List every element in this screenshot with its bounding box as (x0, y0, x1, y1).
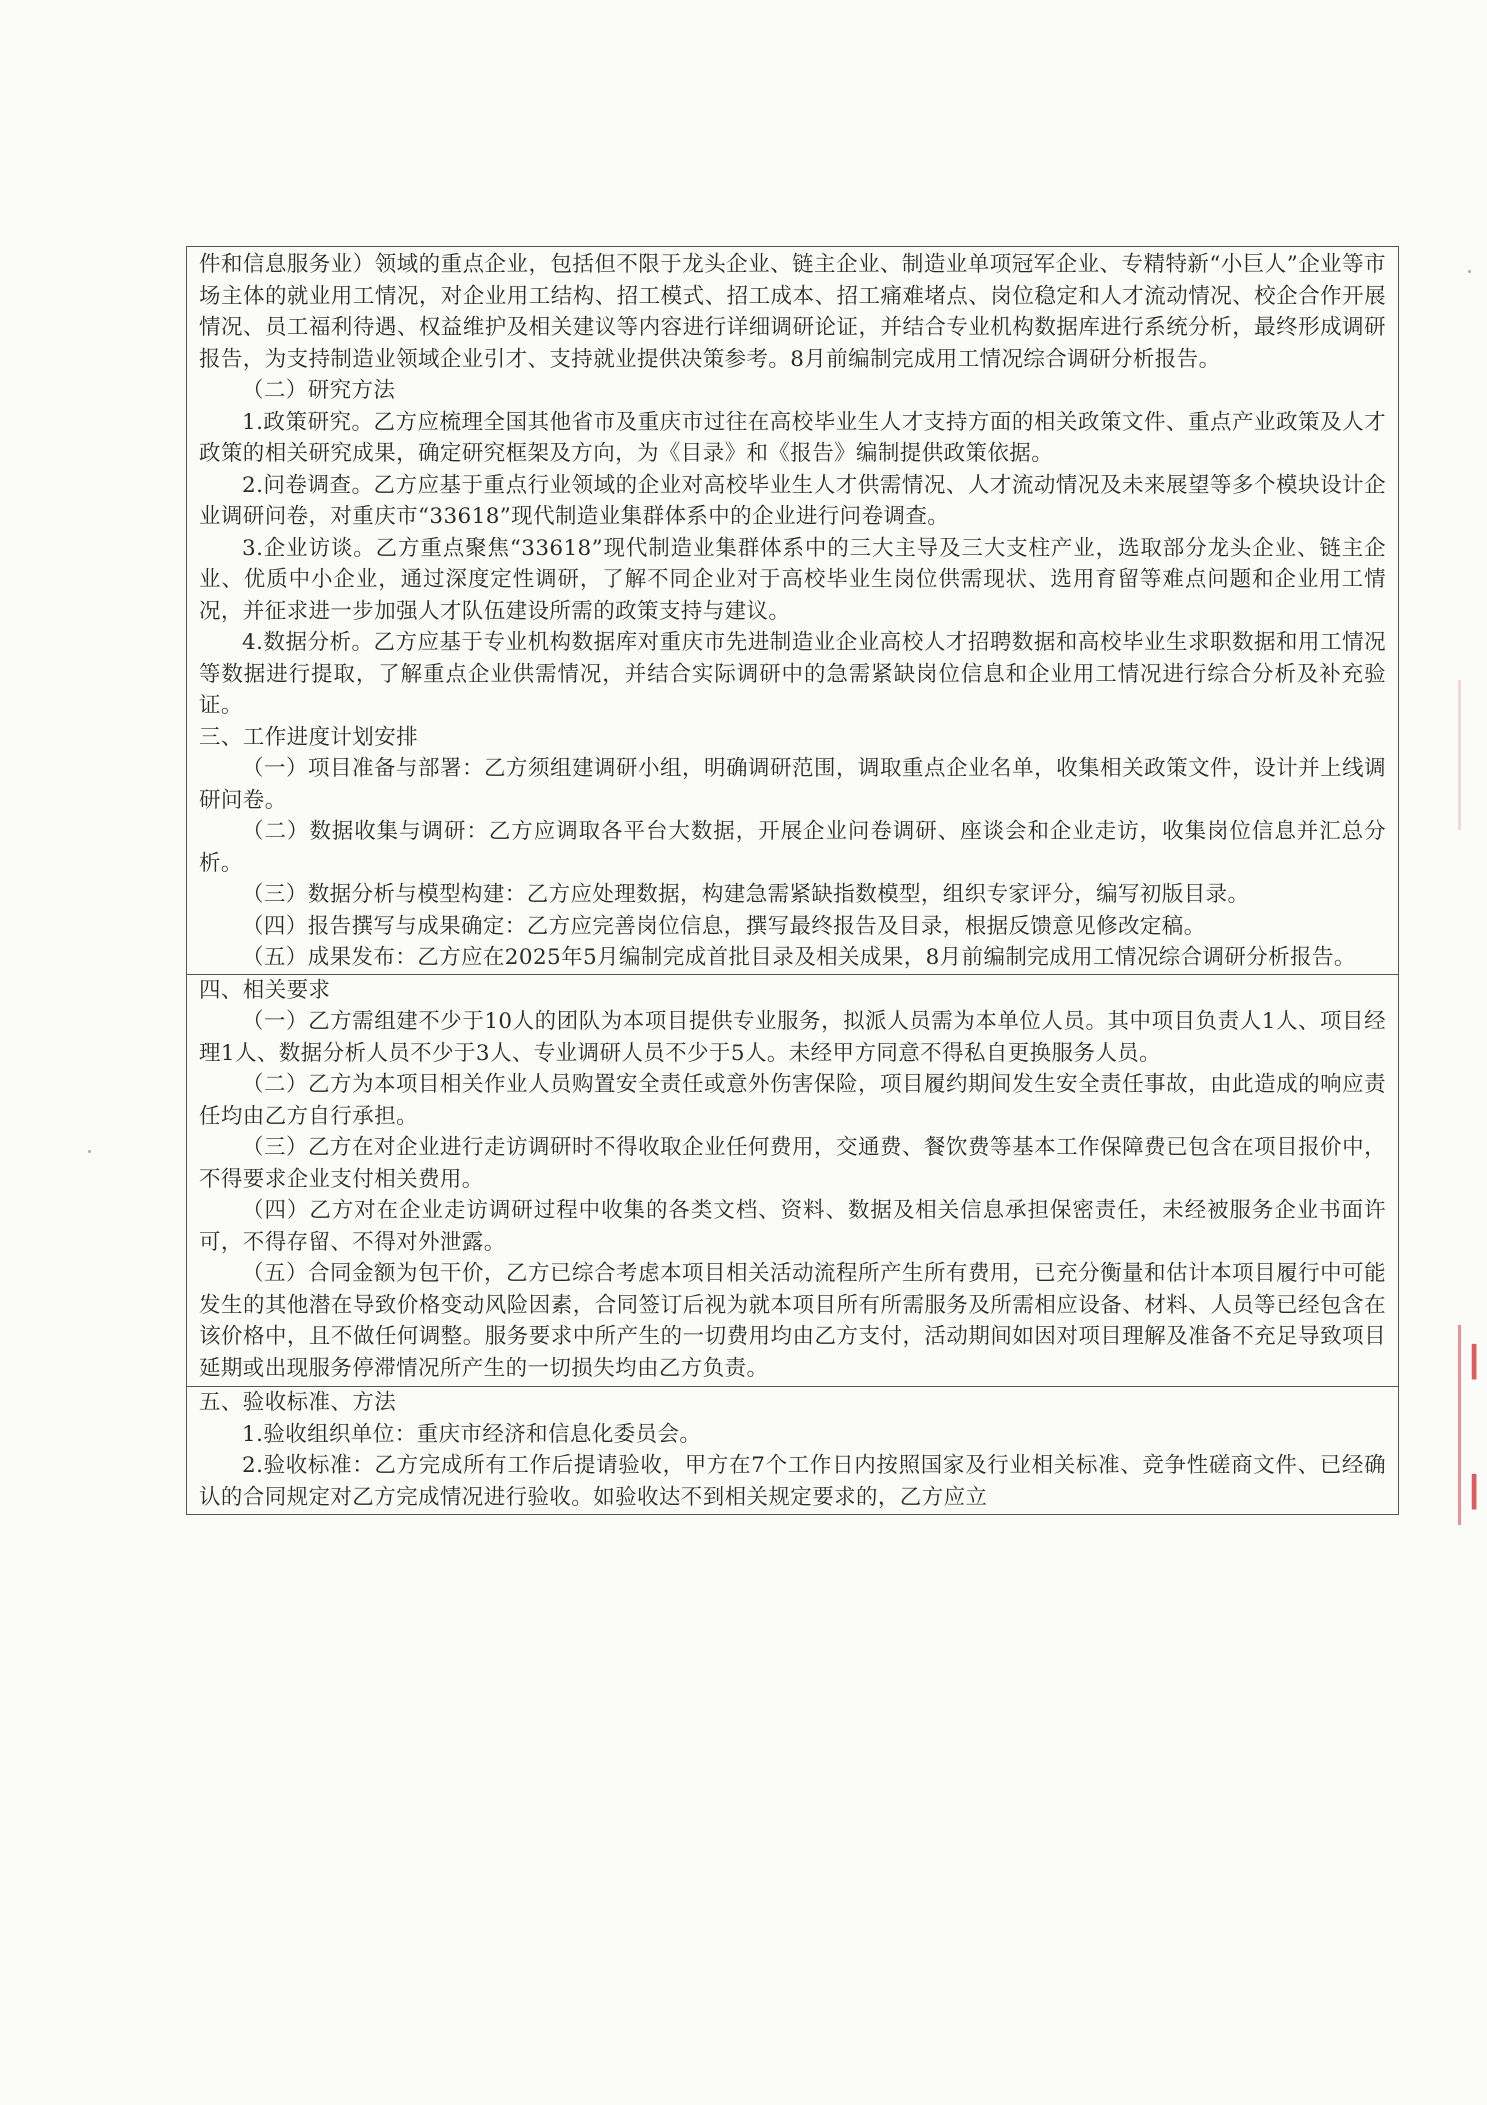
paragraph: （五）合同金额为包干价，乙方已综合考虑本项目相关活动流程所产生所有费用，已充分衡量和估计本项目履行中可能发生的其他潜在导致价格变动风险因素，合同签订后视为就本项目所有所需服务及所需相应设备、材料、人员等已经包含在该价格中，且不做任何调整。服务要求中所产生的一切费用均由乙方支付，活动期间如因对项目理解及准备不充足导致项目延期或出现服务停滞情况所产生的一切损失均由乙方负责。 (199, 1261, 1386, 1381)
paragraph: 2.问卷调查。乙方应基于重点行业领域的企业对高校毕业生人才供需情况、人才流动情况及未来展望等多个模块设计企业调研问卷，对重庆市“33618”现代制造业集群体系中的企业进行问卷调查。 (199, 472, 1386, 529)
contract-table (186, 246, 1399, 1515)
seal-fragment: ┃ (1464, 1475, 1483, 1510)
paragraph: （二）数据收集与调研：乙方应调取各平台大数据，开展企业问卷调研、座谈会和企业走访，收集岗位信息并汇总分析。 (199, 819, 1386, 876)
scan-speck (88, 1150, 91, 1153)
section-heading: 四、相关要求 (199, 977, 331, 1003)
scan-speck (1468, 270, 1471, 273)
paragraph: （三）数据分析与模型构建：乙方应处理数据，构建急需紧缺指数模型，组织专家评分，编写初版目录。 (242, 882, 1250, 907)
table-cell-section-3 (187, 1386, 1398, 1514)
paragraph: （一）乙方需组建不少于10人的团队为本项目提供专业服务，拟派人员需为本单位人员。其中项目负责人1人、项目经理1人、数据分析人员不少于3人、专业调研人员不少于5人。未经甲方同意不得私自更换服务人员。 (199, 1009, 1386, 1066)
seal-edge-mark (1458, 680, 1487, 830)
section-heading: 五、验收标准、方法 (199, 1390, 397, 1415)
paragraph: （二）研究方法 (242, 378, 396, 403)
paragraph: 1.政策研究。乙方应梳理全国其他省市及重庆市过往在高校毕业生人才支持方面的相关政策文件、重点产业政策及人才政策的相关研究成果，确定研究框架及方向，为《目录》和《报告》编制提供政策依据。 (199, 409, 1386, 466)
paragraph: （一）项目准备与部署：乙方须组建调研小组，明确调研范围，调取重点企业名单，收集相关政策文件，设计并上线调研问卷。 (199, 756, 1386, 813)
paragraph: （四）乙方对在企业走访调研过程中收集的各类文档、资料、数据及相关信息承担保密责任，未经被服务企业书面许可，不得存留、不得对外泄露。 (199, 1198, 1386, 1255)
paragraph: （二）乙方为本项目相关作业人员购置安全责任或意外伤害保险，项目履约期间发生安全责任事故，由此造成的响应责任均由乙方自行承担。 (199, 1072, 1386, 1129)
paragraph: （四）报告撰写与成果确定：乙方应完善岗位信息，撰写最终报告及目录，根据反馈意见修改定稿。 (242, 913, 1206, 939)
seal-fragment: ┃ (1464, 1345, 1483, 1380)
paragraph: （五）成果发布：乙方应在2025年5月编制完成首批目录及相关成果，8月前编制完成用工情况综合调研分析报告。 (242, 945, 1356, 970)
paragraph: 4.数据分析。乙方应基于专业机构数据库对重庆市先进制造业企业高校人才招聘数据和高校毕业生求职数据和用工情况等数据进行提取，了解重点企业供需情况，并结合实际调研中的急需紧缺岗位信息和企业用工情况进行综合分析及补充验证。 (199, 630, 1386, 718)
paragraph: 1.验收组织单位：重庆市经济和信息化委员会。 (242, 1421, 702, 1447)
paragraph: 3.企业访谈。乙方重点聚焦“33618”现代制造业集群体系中的三大主导及三大支柱产业，选取部分龙头企业、链主企业、优质中小企业，通过深度定性调研，了解不同企业对于高校毕业生岗位供需现状、选用育留等难点问题和企业用工情况，并征求进一步加强人才队伍建设所需的政策支持与建议。 (199, 535, 1386, 624)
section-heading: 件和信息服务业）领域的重点企业，包括但不限于龙头企业、链主企业、制造业单项冠军企业、专精特新“小巨人”企业等市场主体的就业用工情况，对企业用工结构、招工模式、招工成本、招工痛难堵点、岗位稳定和人才流动情况、校企合作开展情况、员工福利待遇、权益维护及相关建议等内容进行详细调研论证，并结合专业机构数据库进行系统分析，最终形成调研报告，为支持制造业领域企业引才、支持就业提供决策参考。8月前编制完成用工情况综合调研分析报告。 (199, 252, 1386, 372)
table-cell-section-1 (187, 247, 1398, 974)
paragraph: 2.验收标准：乙方完成所有工作后提请验收，甲方在7个工作日内按照国家及行业相关标准、竞争性磋商文件、已经确认的合同规定对乙方完成情况进行验收。如验收达不到相关规定要求的，乙方应立 (199, 1453, 1386, 1510)
section-heading: 三、工作进度计划安排 (199, 724, 419, 750)
paragraph: （三）乙方在对企业进行走访调研时不得收取企业任何费用，交通费、餐饮费等基本工作保障费已包含在项目报价中，不得要求企业支付相关费用。 (199, 1135, 1386, 1192)
table-cell-section-2 (187, 974, 1398, 1387)
